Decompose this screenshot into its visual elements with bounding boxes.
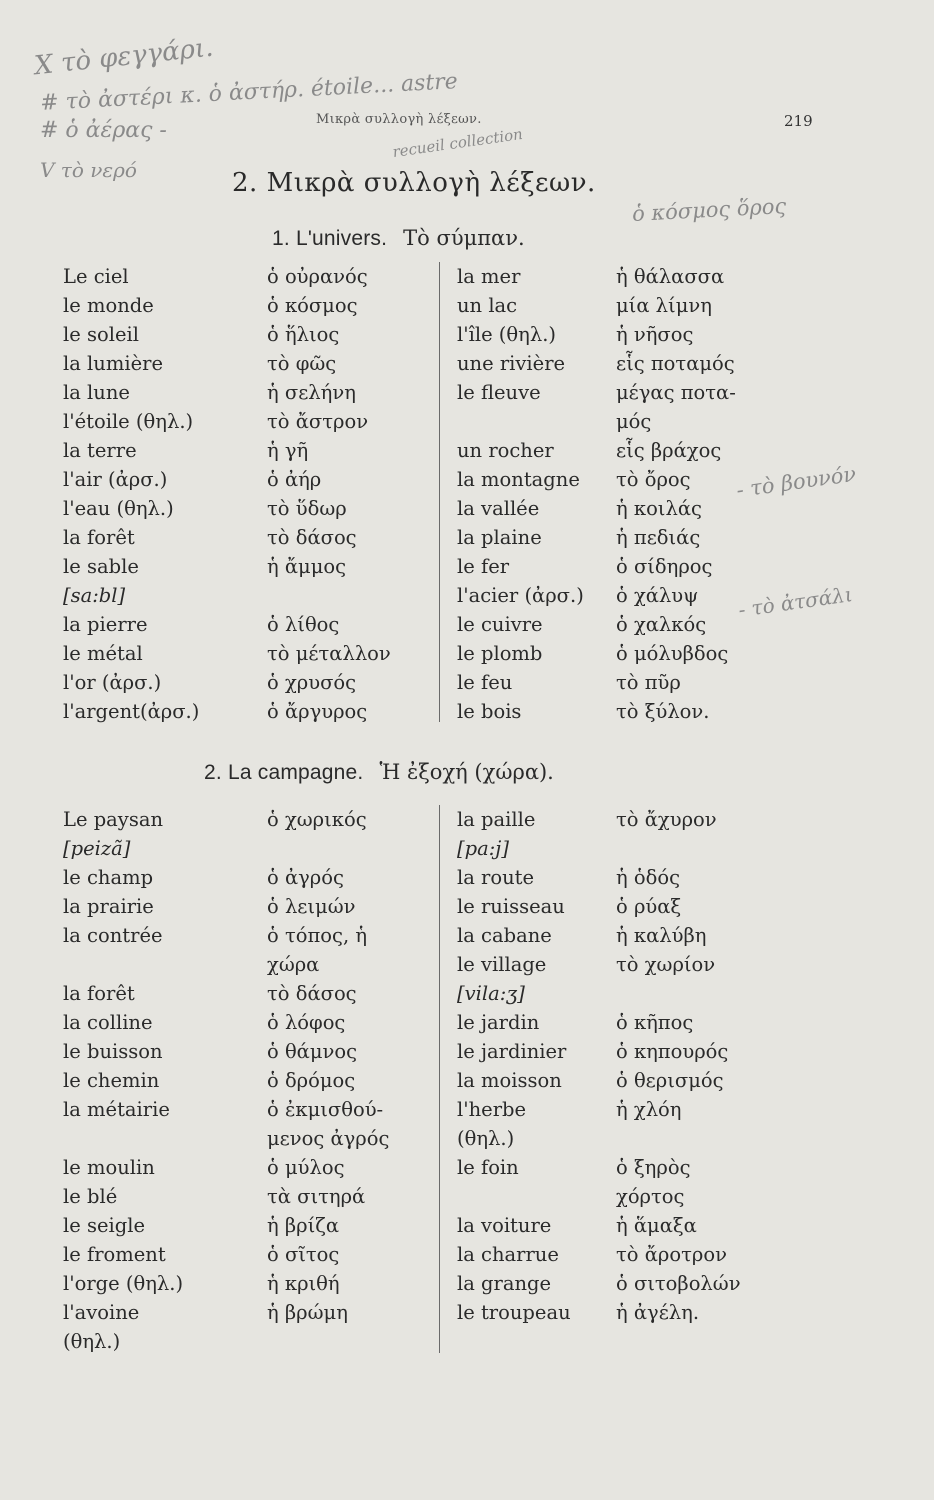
vocab-row	[63, 291, 843, 320]
french-word: la forêt	[63, 982, 135, 1005]
french-word: le fer	[457, 555, 510, 578]
pronunciation: [pa:j]	[457, 837, 509, 860]
vocab-row	[63, 1124, 843, 1153]
greek-word: ἡ βρίζα	[267, 1214, 340, 1237]
pronunciation: [vila:ʒ]	[457, 982, 525, 1005]
vocab-row	[63, 1298, 843, 1327]
french-word: la pierre	[63, 613, 148, 636]
french-word: (θηλ.)	[63, 1330, 121, 1353]
french-word: le bois	[457, 700, 522, 723]
french-word: le jardinier	[457, 1040, 567, 1063]
greek-word: ἡ θάλασσα	[616, 265, 725, 288]
greek-word: ἡ ἄμμος	[267, 555, 347, 578]
pencil-note-steel: - τὸ ἀτσάλι	[736, 582, 854, 622]
greek-word: ὁ κόσμος	[267, 294, 358, 317]
section-1-title	[272, 226, 525, 251]
french-word: l'air (ἀρσ.)	[63, 468, 168, 491]
greek-word: ὁ ἐκμισθού-	[267, 1098, 384, 1121]
french-word: la forêt	[63, 526, 135, 549]
greek-word: τὸ ξύλον.	[616, 700, 710, 723]
greek-word: ὁ τόπος, ἡ	[267, 924, 368, 947]
greek-word: ὁ ἥλιος	[267, 323, 340, 346]
french-word: une rivière	[457, 352, 566, 375]
vocab-row	[63, 834, 843, 863]
section-2-vocabulary	[63, 805, 843, 1365]
section-1-title-gr: Τὸ σύμπαν.	[403, 226, 525, 250]
french-word: la colline	[63, 1011, 153, 1034]
greek-word: τὰ σιτηρά	[267, 1185, 366, 1208]
pencil-note-beside-title: ὁ κόσμος ὅρος	[631, 193, 787, 227]
greek-word: ἡ ἅμαξα	[616, 1214, 697, 1237]
french-word: le cuivre	[457, 613, 543, 636]
greek-word: τὸ ὕδωρ	[267, 497, 347, 520]
greek-word: τὸ μέταλλον	[267, 642, 391, 665]
vocab-row	[63, 805, 843, 834]
greek-word: ὁ χάλυψ	[616, 584, 699, 607]
vocab-row	[63, 610, 843, 639]
french-word: l'herbe	[457, 1098, 527, 1121]
greek-word: ὁ σῖτος	[267, 1243, 340, 1266]
vocab-row	[63, 1211, 843, 1240]
french-word: Le ciel	[63, 265, 129, 288]
vocab-row	[63, 378, 843, 407]
french-word: la prairie	[63, 895, 154, 918]
greek-word: τὸ δάσος	[267, 982, 357, 1005]
greek-word: ὁ κηπουρός	[616, 1040, 729, 1063]
french-word: l'eau (θηλ.)	[63, 497, 174, 520]
greek-word: μία λίμνη	[616, 294, 712, 317]
french-word: l'étoile (θηλ.)	[63, 410, 194, 433]
vocab-row	[63, 1269, 843, 1298]
greek-word: τὸ φῶς	[267, 352, 337, 375]
greek-word: χόρτος	[616, 1185, 685, 1208]
french-word: la lune	[63, 381, 130, 404]
french-word: le plomb	[457, 642, 543, 665]
vocab-row	[63, 581, 843, 610]
greek-word: τὸ πῦρ	[616, 671, 681, 694]
pencil-note-margin-4: V τὸ νερό	[40, 158, 137, 182]
pronunciation: [sa:bl]	[63, 584, 126, 607]
greek-word: ὁ μόλυβδος	[616, 642, 729, 665]
french-word: l'orge (θηλ.)	[63, 1272, 184, 1295]
french-word: la vallée	[457, 497, 540, 520]
greek-word: ἡ γῆ	[267, 439, 309, 462]
page-number: 219	[784, 112, 813, 130]
french-word: l'acier (ἀρσ.)	[457, 584, 584, 607]
greek-word: ὁ κῆπος	[616, 1011, 694, 1034]
greek-word: ὁ χαλκός	[616, 613, 707, 636]
vocab-row	[63, 1037, 843, 1066]
french-word: la voiture	[457, 1214, 552, 1237]
greek-word: μενος ἀγρός	[267, 1127, 390, 1150]
greek-word: ὁ θάμνος	[267, 1040, 358, 1063]
french-word: Le paysan	[63, 808, 164, 831]
french-word: le troupeau	[457, 1301, 571, 1324]
greek-word: ἡ κοιλάς	[616, 497, 702, 520]
french-word: le métal	[63, 642, 143, 665]
french-word: la route	[457, 866, 535, 889]
vocab-row	[63, 552, 843, 581]
greek-word: ἡ χλόη	[616, 1098, 682, 1121]
section-2-title-fr: 2. La campagne.	[204, 761, 364, 784]
vocab-row	[63, 1153, 843, 1182]
greek-word: ὁ ξηρὸς	[616, 1156, 691, 1179]
greek-word: ὁ σίδηρος	[616, 555, 713, 578]
french-word: la plaine	[457, 526, 542, 549]
vocab-row	[63, 979, 843, 1008]
vocab-row	[63, 320, 843, 349]
french-word: la montagne	[457, 468, 580, 491]
french-word: la paille	[457, 808, 536, 831]
vocab-row	[63, 1240, 843, 1269]
vocab-row	[63, 921, 843, 950]
french-word: le buisson	[63, 1040, 163, 1063]
greek-word: ἡ ἀγέλη.	[616, 1301, 700, 1324]
french-word: l'avoine	[63, 1301, 140, 1324]
pronunciation: [peizã]	[63, 837, 131, 860]
greek-word: ὁ ἄργυρος	[267, 700, 368, 723]
greek-word: ἡ σελήνη	[267, 381, 356, 404]
greek-word: ὁ ρύαξ	[616, 895, 682, 918]
vocab-row	[63, 262, 843, 291]
french-word: la lumière	[63, 352, 163, 375]
french-word: (θηλ.)	[457, 1127, 515, 1150]
vocab-row	[63, 494, 843, 523]
greek-word: ὁ ἀγρός	[267, 866, 344, 889]
french-word: la grange	[457, 1272, 552, 1295]
french-word: le jardin	[457, 1011, 540, 1034]
french-word: la moisson	[457, 1069, 562, 1092]
vocab-row	[63, 950, 843, 979]
greek-word: ἡ κριθή	[267, 1272, 340, 1295]
greek-word: τὸ ἄροτρον	[616, 1243, 727, 1266]
french-word: un lac	[457, 294, 518, 317]
vocab-row	[63, 1095, 843, 1124]
greek-word: ἡ καλύβη	[616, 924, 707, 947]
greek-word: ἡ νῆσος	[616, 323, 694, 346]
french-word: la cabane	[457, 924, 552, 947]
greek-word: τὸ δάσος	[267, 526, 357, 549]
greek-word: τὸ ἄστρον	[267, 410, 369, 433]
section-1-title-fr: 1. L'univers.	[272, 227, 388, 250]
running-head-title: Μικρὰ συλλογὴ λέξεων.	[316, 112, 482, 127]
french-word: le soleil	[63, 323, 139, 346]
french-word: le champ	[63, 866, 154, 889]
pencil-note-mountain: - τὸ βουνόν	[734, 461, 858, 503]
french-word: la charrue	[457, 1243, 559, 1266]
vocab-row	[63, 639, 843, 668]
greek-word: ὁ χωρικός	[267, 808, 367, 831]
vocab-row	[63, 349, 843, 378]
greek-word: ὁ θερισμός	[616, 1069, 724, 1092]
french-word: l'île (θηλ.)	[457, 323, 557, 346]
greek-word: ὁ λειμών	[267, 895, 356, 918]
vocab-row	[63, 892, 843, 921]
vocab-row	[63, 523, 843, 552]
greek-word: ἡ πεδιάς	[616, 526, 701, 549]
french-word: le sable	[63, 555, 139, 578]
french-word: le village	[457, 953, 547, 976]
vocab-row	[63, 465, 843, 494]
french-word: le ruisseau	[457, 895, 565, 918]
greek-word: ὁ λόφος	[267, 1011, 346, 1034]
french-word: un rocher	[457, 439, 554, 462]
vocab-row	[63, 1008, 843, 1037]
greek-word: ὁ δρόμος	[267, 1069, 356, 1092]
greek-word: χώρα	[267, 953, 320, 976]
pencil-note-under-head: recueil collection	[391, 124, 524, 162]
greek-word: ὁ οὐρανός	[267, 265, 368, 288]
french-word: la mer	[457, 265, 521, 288]
vocab-row	[63, 668, 843, 697]
chapter-title: 2. Μικρὰ συλλογὴ λέξεων.	[232, 168, 596, 198]
french-word: le fleuve	[457, 381, 541, 404]
french-word: l'argent(ἀρσ.)	[63, 700, 200, 723]
greek-word: τὸ ἄχυρον	[616, 808, 717, 831]
french-word: l'or (ἀρσ.)	[63, 671, 162, 694]
greek-word: ὁ χρυσός	[267, 671, 357, 694]
greek-word: εἷς ποταμός	[616, 352, 735, 375]
greek-word: ἡ βρώμη	[267, 1301, 348, 1324]
vocab-row	[63, 436, 843, 465]
french-word: le blé	[63, 1185, 118, 1208]
pencil-note-margin-1: X τὸ φεγγάρι.	[32, 32, 215, 82]
greek-word: μός	[616, 410, 652, 433]
french-word: le moulin	[63, 1156, 155, 1179]
french-word: le chemin	[63, 1069, 160, 1092]
pencil-note-margin-3: # ὁ ἀέρας -	[40, 118, 167, 143]
greek-word: μέγας ποτα-	[616, 381, 736, 404]
vocab-row	[63, 863, 843, 892]
french-word: le seigle	[63, 1214, 146, 1237]
greek-word: ὁ ἀήρ	[267, 468, 322, 491]
french-word: le froment	[63, 1243, 166, 1266]
vocab-row	[63, 407, 843, 436]
greek-word: ὁ λίθος	[267, 613, 340, 636]
pencil-note-margin-2: # τὸ ἀστέρι κ. ὁ ἀστήρ. étoile... astre	[39, 69, 459, 116]
french-word: le monde	[63, 294, 154, 317]
section-1-vocabulary	[63, 262, 843, 726]
greek-word: ἡ ὁδός	[616, 866, 681, 889]
vocab-row	[63, 1066, 843, 1095]
french-word: le foin	[457, 1156, 519, 1179]
vocab-row	[63, 1327, 843, 1356]
french-word: la métairie	[63, 1098, 170, 1121]
vocab-row	[63, 1182, 843, 1211]
section-2-title	[204, 760, 554, 785]
french-word: la terre	[63, 439, 137, 462]
section-2-title-gr: Ἡ ἐξοχή (χώρα).	[379, 760, 554, 784]
vocab-row	[63, 697, 843, 726]
greek-word: τὸ ὄρος	[616, 468, 691, 491]
french-word: le feu	[457, 671, 513, 694]
french-word: la contrée	[63, 924, 163, 947]
greek-word: ὁ μύλος	[267, 1156, 345, 1179]
greek-word: τὸ χωρίον	[616, 953, 716, 976]
greek-word: ὁ σιτοβολών	[616, 1272, 741, 1295]
greek-word: εἷς βράχος	[616, 439, 722, 462]
